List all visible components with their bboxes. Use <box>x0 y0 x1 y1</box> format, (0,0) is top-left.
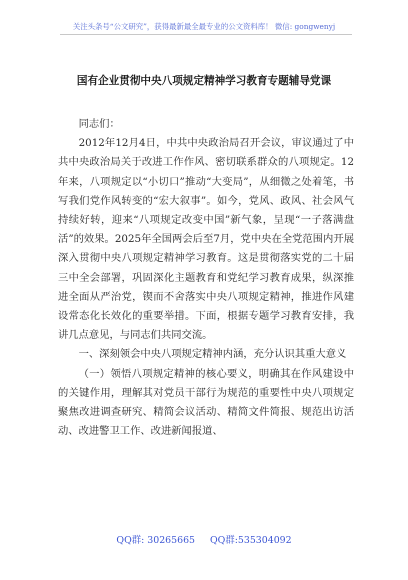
document-title: 国有企业贯彻中央八项规定精神学习教育专题辅导党课 <box>76 75 332 87</box>
footer-qq-group-2: QQ群:535304092 <box>210 535 292 546</box>
section-heading-1: 一、深刻领会中央八项规定精神内涵，充分认识其重大意义 <box>78 348 347 361</box>
header-note: 关注头条号“公文研究”，获得最新最全最专业的公文资料库！ 微信: gongwenyj <box>72 22 336 31</box>
document-body <box>58 115 354 441</box>
paragraph-2: （一）领悟八项规定精神的核心要义，明确其在作风建设中的关键作用，理解其对党员干部行为规范的重要性中央八项规定聚焦改进调查研究、精简会议活动、精简文件简报、规范出访活动、改进警卫工作、改进新闻报道、 <box>58 367 354 438</box>
footer-qq-group-1: QQ群: 30265665 <box>116 535 196 546</box>
paragraph-1: 2012年12月4日，中共中央政治局召开会议，审议通过了中共中央政治局关于改进工作作风、密切联系群众的八项规定。12年来，八项规定以“小切口”推动“大变局”，从细微之处着笔，书写我们党作风转变的“宏大叙事”。如今，党风、政风、社会风气持续好转，迎来“八项规定改变中国”新气象，呈现“一子落满盘活”的效果。2025年全国两会后至7月，党中央在全党范围内开展深入贯彻中央八项规定精神学习教育。这是贯彻落实党的二十届三中全会部署，巩固深化主题教育和党纪学习教育成果，纵深推进全面从严治党，锲而不舍落实中央八项规定精神，推进作风建设常态化长效化的重要举措。下面，根据专题学习教育安排，我讲几点意见，与同志们共同交流。 <box>58 137 354 342</box>
greeting: 同志们： <box>78 118 120 130</box>
footer-contact <box>0 532 408 546</box>
header-divider <box>60 34 352 35</box>
